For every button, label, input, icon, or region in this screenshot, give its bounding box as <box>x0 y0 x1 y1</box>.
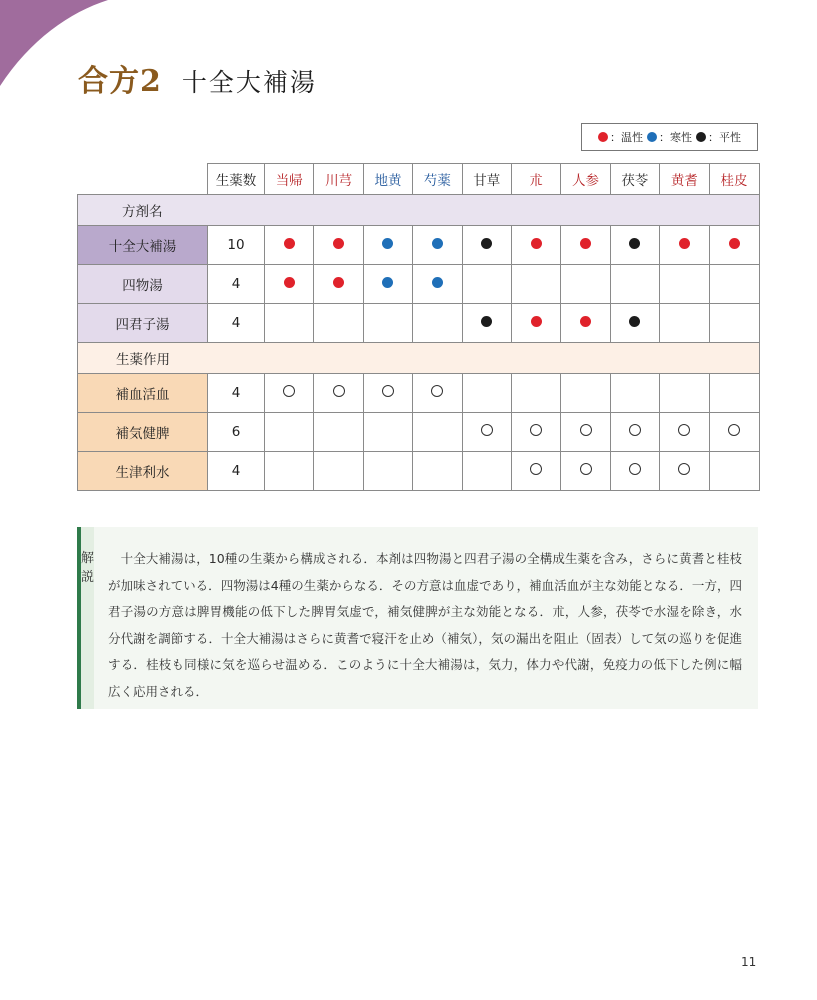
action-section-label: 生薬作用 <box>78 343 760 374</box>
herb-cell <box>561 374 610 413</box>
cold-dot-icon <box>382 238 393 249</box>
herb-cell <box>709 304 759 343</box>
herb-cell <box>511 413 560 452</box>
herb-cell <box>709 226 759 265</box>
herb-cell <box>511 452 560 491</box>
open-circle-icon <box>530 463 542 475</box>
title-label: 合方2 <box>78 64 162 99</box>
herb-cell <box>413 413 462 452</box>
table-header-row <box>78 164 760 195</box>
action-count: 4 <box>208 452 265 491</box>
neutral-dot-icon <box>696 132 706 142</box>
page-title <box>78 56 317 100</box>
herb-cell <box>709 413 759 452</box>
header-herb: 人参 <box>561 164 610 195</box>
action-row <box>78 374 760 413</box>
page-number: 11 <box>741 955 757 969</box>
action-name: 補血活血 <box>78 374 208 413</box>
formula-row <box>78 226 760 265</box>
herb-cell <box>660 374 709 413</box>
warm-dot-icon <box>284 238 295 249</box>
herb-cell <box>462 226 511 265</box>
herb-cell <box>709 452 759 491</box>
warm-dot-icon <box>531 316 542 327</box>
formula-count: 10 <box>208 226 265 265</box>
herb-cell <box>610 374 659 413</box>
herb-cell <box>561 452 610 491</box>
herb-cell <box>610 226 659 265</box>
legend-item-neutral <box>696 129 741 145</box>
title-name: 十全大補湯 <box>181 68 317 97</box>
header-blank <box>78 164 208 195</box>
neutral-dot-icon <box>481 238 492 249</box>
legend-label-neutral: ：平性 <box>708 131 741 144</box>
herb-cell <box>660 413 709 452</box>
herb-cell <box>413 265 462 304</box>
header-herb: 地黄 <box>363 164 412 195</box>
herb-cell <box>660 265 709 304</box>
action-count: 6 <box>208 413 265 452</box>
herb-cell <box>660 304 709 343</box>
legend-item-cold <box>647 129 692 145</box>
formula-count: 4 <box>208 265 265 304</box>
commentary-body: 十全大補湯は，10種の生薬から構成される．本剤は四物湯と四君子湯の全構成生薬を含み，さらに黄耆と桂枝が加味されている．四物湯は4種の生薬からなる．その方意は血虚であり，補血活血が主な効能となる．一方，四君子湯の方意は脾胃機能の低下した脾胃気虚で，補気健脾が主な効能となる．朮，人参，茯苓で水湿を除き，水分代謝を調節する．十全大補湯はさらに黄耆で寝汗を止め（補気），気の漏出を阻止（固表）して気の巡りを促進する．桂枝も同様に気を巡らせ温める．このように十全大補湯は，気力，体力や代謝，免疫力の低下した例に幅広く応用される． <box>108 551 742 699</box>
herb-cell <box>511 374 560 413</box>
herb-cell <box>363 304 412 343</box>
formula-name: 四物湯 <box>78 265 208 304</box>
warm-dot-icon <box>679 238 690 249</box>
herb-cell <box>511 265 560 304</box>
herb-cell <box>462 265 511 304</box>
herb-cell <box>314 226 363 265</box>
herb-cell <box>561 226 610 265</box>
herb-cell <box>511 304 560 343</box>
warm-dot-icon <box>580 238 591 249</box>
open-circle-icon <box>283 385 295 397</box>
open-circle-icon <box>678 424 690 436</box>
action-name: 補気健脾 <box>78 413 208 452</box>
action-count: 4 <box>208 374 265 413</box>
header-herb: 朮 <box>511 164 560 195</box>
formula-row <box>78 304 760 343</box>
commentary-box <box>77 527 758 709</box>
action-section-row <box>78 343 760 374</box>
legend-label-cold: ：寒性 <box>659 131 692 144</box>
herb-cell <box>314 413 363 452</box>
herb-cell <box>610 413 659 452</box>
cold-dot-icon <box>432 277 443 288</box>
formula-name: 十全大補湯 <box>78 226 208 265</box>
formula-section-row <box>78 195 760 226</box>
herb-cell <box>660 452 709 491</box>
herb-cell <box>314 265 363 304</box>
open-circle-icon <box>629 463 641 475</box>
herb-cell <box>462 413 511 452</box>
header-herb: 甘草 <box>462 164 511 195</box>
header-count: 生薬数 <box>208 164 265 195</box>
action-row <box>78 413 760 452</box>
cold-dot-icon <box>647 132 657 142</box>
herb-cell <box>413 374 462 413</box>
herb-cell <box>265 226 314 265</box>
herb-cell <box>709 265 759 304</box>
formula-section-label: 方剤名 <box>78 195 760 226</box>
header-herb: 桂皮 <box>709 164 759 195</box>
neutral-dot-icon <box>629 238 640 249</box>
formula-row <box>78 265 760 304</box>
open-circle-icon <box>333 385 345 397</box>
herb-cell <box>610 304 659 343</box>
herb-cell <box>363 452 412 491</box>
herb-cell <box>265 413 314 452</box>
open-circle-icon <box>629 424 641 436</box>
herb-cell <box>462 304 511 343</box>
warm-dot-icon <box>580 316 591 327</box>
herb-cell <box>363 413 412 452</box>
herb-table <box>77 163 760 491</box>
herb-cell <box>413 226 462 265</box>
open-circle-icon <box>678 463 690 475</box>
open-circle-icon <box>580 424 592 436</box>
action-name: 生津利水 <box>78 452 208 491</box>
herb-cell <box>561 265 610 304</box>
herb-cell <box>265 304 314 343</box>
warm-dot-icon <box>284 277 295 288</box>
commentary-text <box>94 527 758 709</box>
header-herb: 芍薬 <box>413 164 462 195</box>
action-row <box>78 452 760 491</box>
herb-cell <box>413 304 462 343</box>
herb-cell <box>314 304 363 343</box>
herb-cell <box>561 413 610 452</box>
formula-name: 四君子湯 <box>78 304 208 343</box>
header-herb: 当帰 <box>265 164 314 195</box>
commentary-label: 解説 <box>81 527 94 709</box>
open-circle-icon <box>728 424 740 436</box>
herb-cell <box>462 452 511 491</box>
neutral-dot-icon <box>481 316 492 327</box>
formula-count: 4 <box>208 304 265 343</box>
open-circle-icon <box>580 463 592 475</box>
warm-dot-icon <box>729 238 740 249</box>
cold-dot-icon <box>432 238 443 249</box>
herb-cell <box>363 265 412 304</box>
herb-cell <box>413 452 462 491</box>
herb-cell <box>610 265 659 304</box>
open-circle-icon <box>431 385 443 397</box>
cold-dot-icon <box>382 277 393 288</box>
herb-cell <box>462 374 511 413</box>
open-circle-icon <box>481 424 493 436</box>
warm-dot-icon <box>531 238 542 249</box>
open-circle-icon <box>530 424 542 436</box>
herb-cell <box>265 374 314 413</box>
herb-cell <box>363 374 412 413</box>
herb-cell <box>561 304 610 343</box>
header-herb: 川芎 <box>314 164 363 195</box>
header-herb: 茯苓 <box>610 164 659 195</box>
warm-dot-icon <box>333 238 344 249</box>
herb-cell <box>265 265 314 304</box>
open-circle-icon <box>382 385 394 397</box>
warm-dot-icon <box>333 277 344 288</box>
herb-cell <box>511 226 560 265</box>
legend-item-warm <box>598 129 643 145</box>
herb-cell <box>314 452 363 491</box>
header-herb: 黄耆 <box>660 164 709 195</box>
legend <box>581 123 758 151</box>
herb-cell <box>363 226 412 265</box>
herb-cell <box>709 374 759 413</box>
herb-cell <box>265 452 314 491</box>
legend-label-warm: ：温性 <box>610 131 643 144</box>
herb-cell <box>660 226 709 265</box>
herb-cell <box>610 452 659 491</box>
warm-dot-icon <box>598 132 608 142</box>
neutral-dot-icon <box>629 316 640 327</box>
herb-cell <box>314 374 363 413</box>
